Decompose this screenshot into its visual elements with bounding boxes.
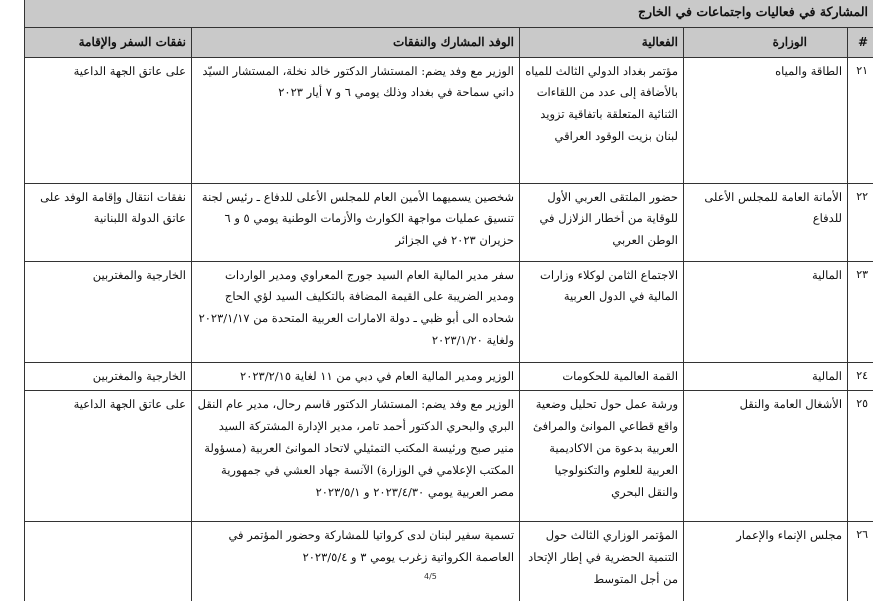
header-number: # [848, 27, 873, 57]
row-ministry: مجلس الإنماء والإعمار [684, 522, 848, 601]
row-ministry: المالية [684, 362, 848, 391]
row-number: ٢١ [848, 57, 873, 183]
table-row [25, 522, 873, 601]
row-expenses: على عاتق الجهة الداعية [25, 391, 192, 522]
row-number: ٢٢ [848, 183, 873, 261]
events-table [24, 0, 873, 601]
row-event: الاجتماع الثامن لوكلاء وزارات المالية في الدول العربية [520, 261, 684, 362]
page-number: 4/5 [424, 572, 437, 581]
row-event: مؤتمر بغداد الدولي الثالث للمياه بالأضافة إلى عدد من اللقاءات الثنائية المتعلقة باتفاقية تزويد لبنان بزيت الوقود العراقي [520, 57, 684, 183]
row-ministry: الأمانة العامة للمجلس الأعلى للدفاع [684, 183, 848, 261]
table-header-row [25, 27, 873, 57]
row-event: حضور الملتقى العربي الأول للوقاية من أخطار الزلازل في الوطن العربي [520, 183, 684, 261]
table-row [25, 183, 873, 261]
table-title-row [25, 0, 873, 27]
table-row [25, 362, 873, 391]
row-event: المؤتمر الوزاري الثالث حول التنمية الحضرية في إطار الإتحاد من أجل المتوسط [520, 522, 684, 601]
row-expenses: الخارجية والمغتربين [25, 261, 192, 362]
row-expenses: نفقات انتقال وإقامة الوفد على عاتق الدولة اللبنانية [25, 183, 192, 261]
row-delegation: الوزير مع وفد يضم: المستشار الدكتور خالد نخلة، المستشار السيّد داني سماحة في بغداد وذلك يومي ٦ و ٧ أيار ٢٠٢٣ [192, 57, 520, 183]
row-delegation: الوزير ومدير المالية العام في دبي من ١١ لغاية ٢٠٢٣/٢/١٥ [192, 362, 520, 391]
header-event: الفعالية [520, 27, 684, 57]
row-number: ٢٦ [848, 522, 873, 601]
row-ministry: الأشغال العامة والنقل [684, 391, 848, 522]
row-delegation: الوزير مع وفد يضم: المستشار الدكتور قاسم رحال، مدير عام النقل البري والبحري الدكتور أحمد تامر، مدير الإدارة المشتركة السيد منير صبح ورئيسة المكتب التمثيلي لاتحاد الموانئ العربية (مسؤولة المكتب الإعلامي في الوزارة) الآنسة جهاد العشي في جمهورية مصر العربية يومي ٢٠٢٣/٤/٣٠ و ٢٠٢٣/٥/١ [192, 391, 520, 522]
header-expenses: نفقات السفر والإقامة [25, 27, 192, 57]
row-expenses [25, 522, 192, 601]
table-row [25, 261, 873, 362]
header-delegation: الوفد المشارك والنفقات [192, 27, 520, 57]
row-event: ورشة عمل حول تحليل وضعية واقع قطاعي الموانئ والمرافئ العربية بدعوة من الاكاديمية العربية للعلوم والتكنولوجيا والنقل البحري [520, 391, 684, 522]
row-expenses: على عاتق الجهة الداعية [25, 57, 192, 183]
table-row [25, 57, 873, 183]
row-event: القمة العالمية للحكومات [520, 362, 684, 391]
row-delegation: تسمية سفير لبنان لدى كرواتيا للمشاركة وحضور المؤتمر في العاصمة الكرواتية زغرب يومي ٣ و ٢٠٢٣/٥/٤ [192, 522, 520, 601]
row-number: ٢٤ [848, 362, 873, 391]
row-delegation: شخصين يسميهما الأمين العام للمجلس الأعلى للدفاع ـ رئيس لجنة تنسيق عمليات مواجهة الكوارث والأزمات الوطنية يومي ٥ و ٦ حزيران ٢٠٢٣ في الجزائر [192, 183, 520, 261]
row-ministry: الطاقة والمياه [684, 57, 848, 183]
row-ministry: المالية [684, 261, 848, 362]
header-ministry: الوزارة [684, 27, 848, 57]
table-row [25, 391, 873, 522]
row-expenses: الخارجية والمغتربين [25, 362, 192, 391]
row-number: ٢٣ [848, 261, 873, 362]
table-title: المشاركة في فعاليات واجتماعات في الخارج [25, 0, 873, 27]
row-number: ٢٥ [848, 391, 873, 522]
row-delegation: سفر مدير المالية العام السيد جورج المعراوي ومدير الواردات ومدير الضريبة على القيمة المضافة بالتكليف السيد لؤي الحاج شحاده الى أبو ظبي ـ دولة الامارات العربية المتحدة من ٢٠٢٣/١/١٧ ولغاية ٢٠٢٣/١/٢٠ [192, 261, 520, 362]
